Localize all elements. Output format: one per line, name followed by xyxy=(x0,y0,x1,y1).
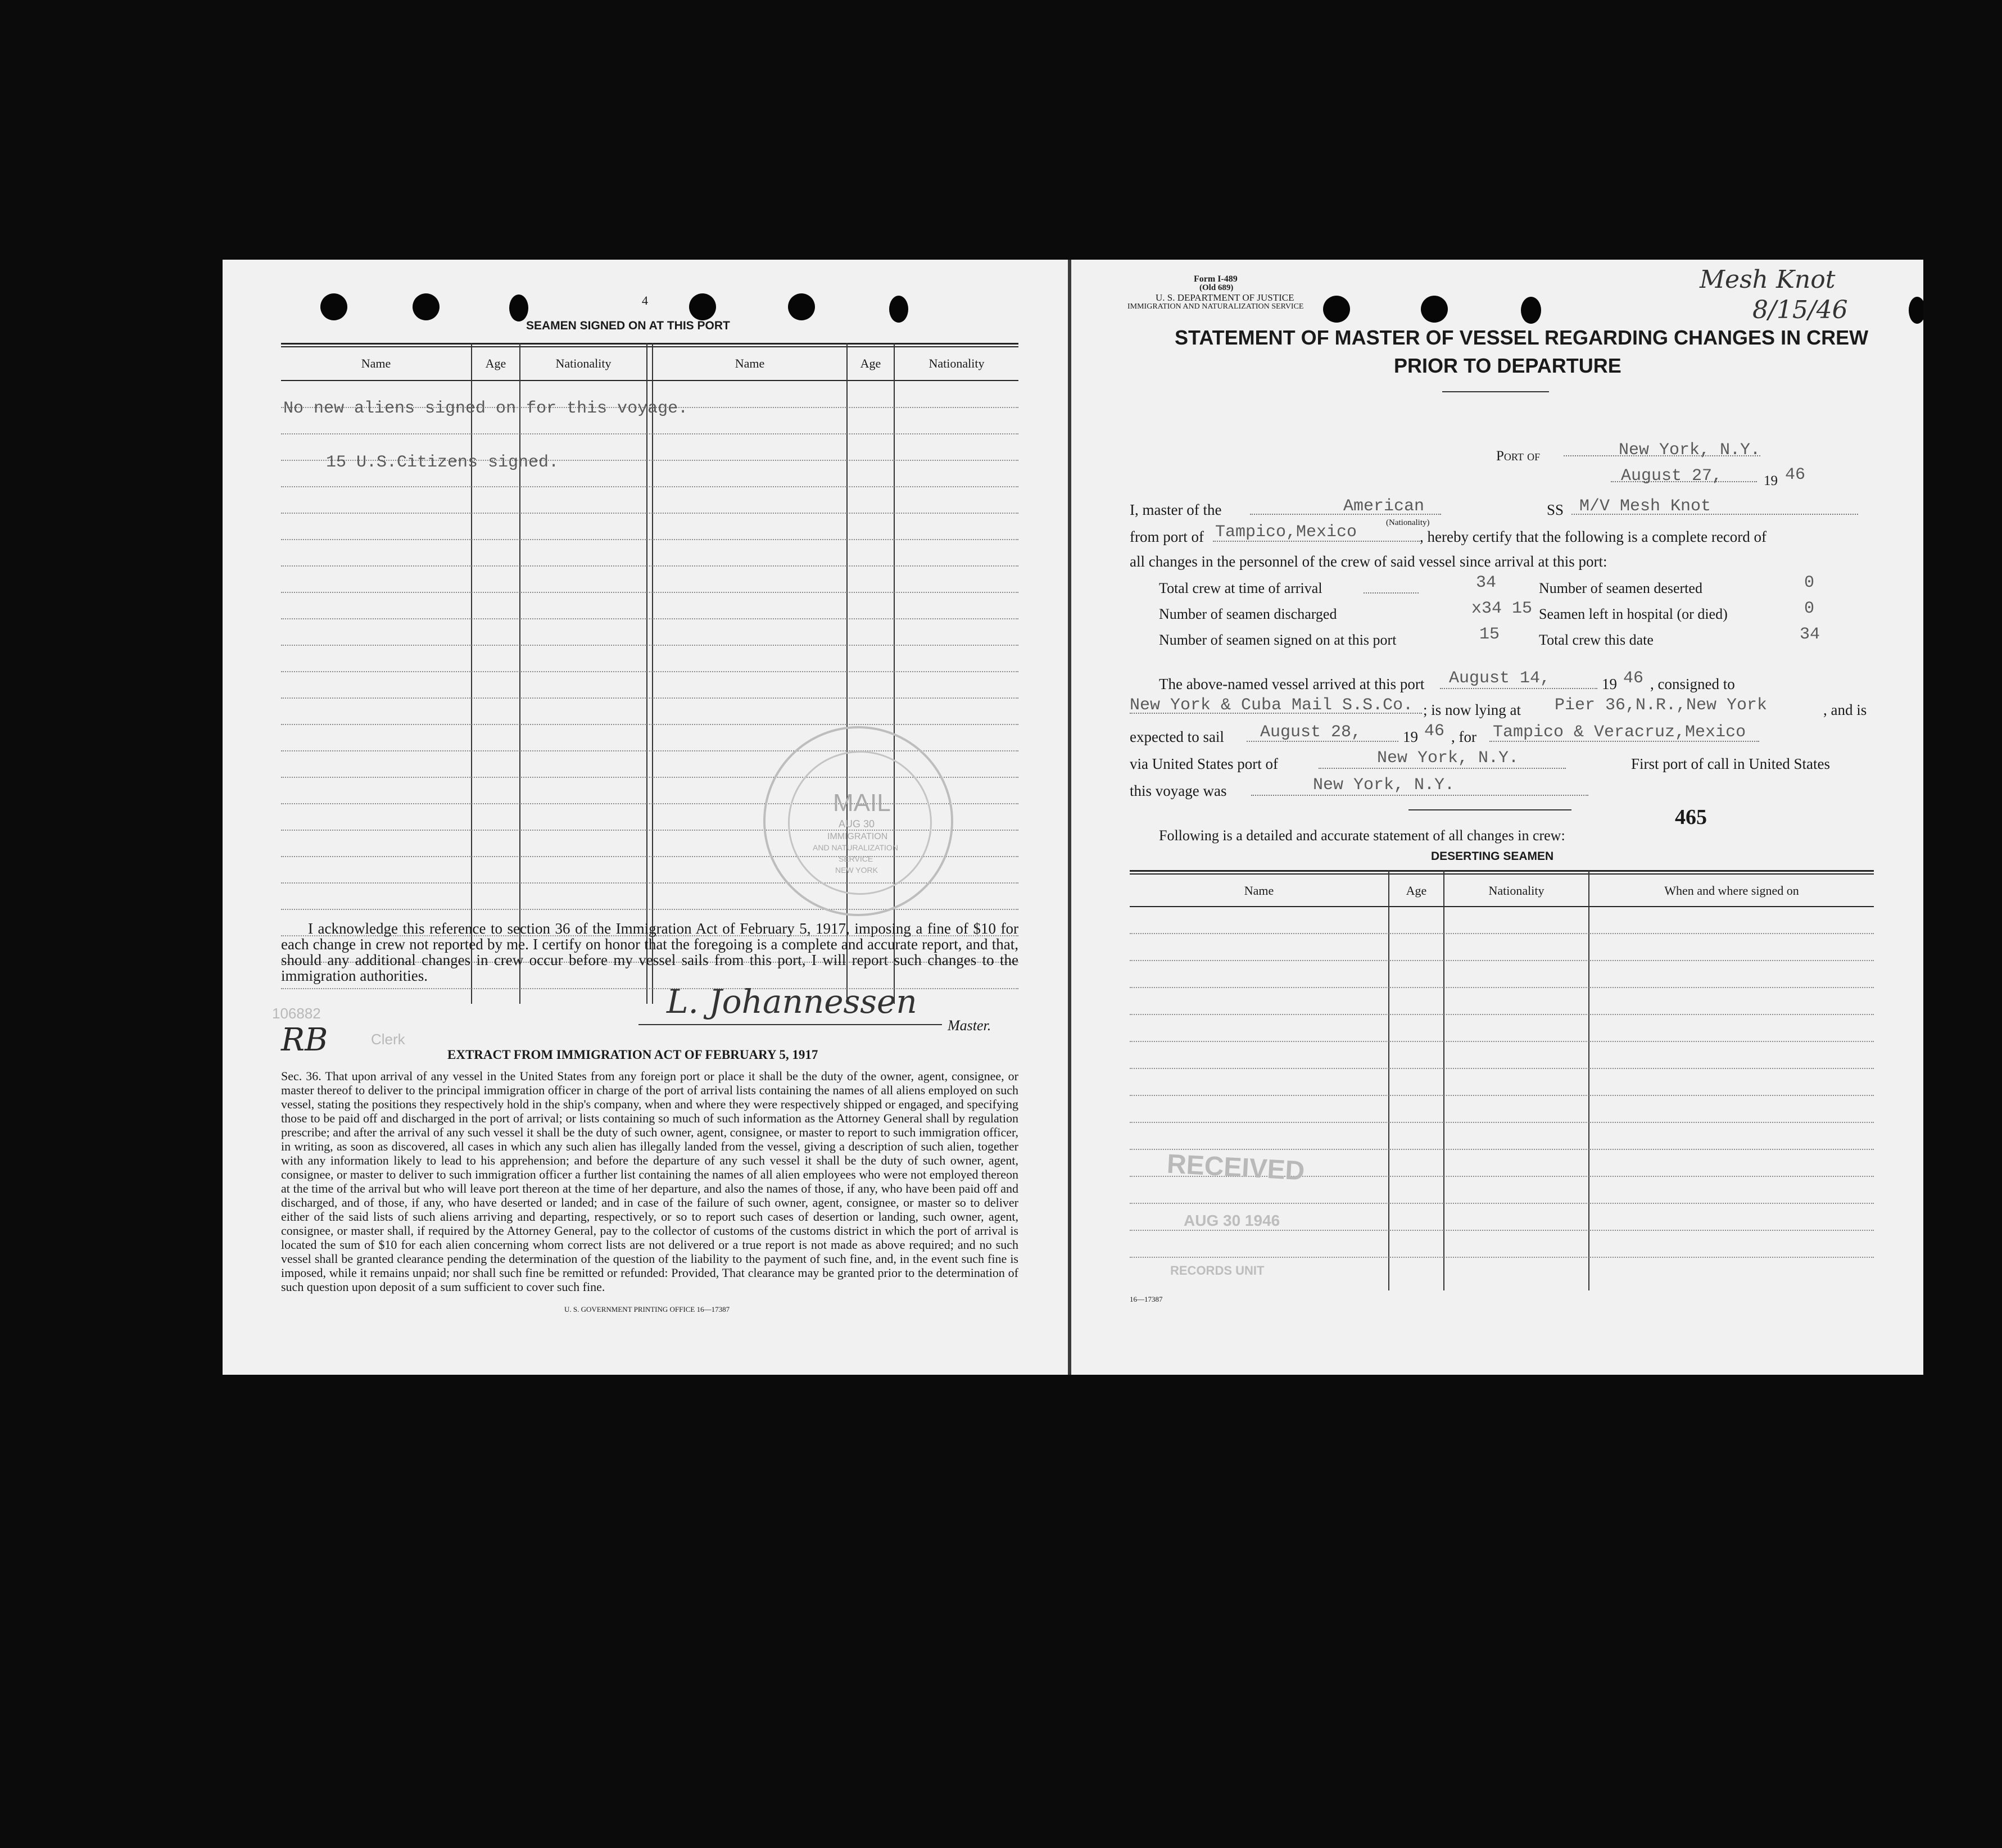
seamen-signed-heading: SEAMEN SIGNED ON AT THIS PORT xyxy=(526,319,730,332)
column-header: Name xyxy=(735,356,765,370)
table-row xyxy=(1130,1203,1874,1204)
deserting-seamen-heading: DESERTING SEAMEN xyxy=(1431,850,1554,863)
vessel-prefix: SS xyxy=(1547,501,1564,518)
table-row xyxy=(281,565,1018,567)
first-port-label: First port of call in United States xyxy=(1631,755,1830,772)
arrival-year: 46 xyxy=(1623,669,1644,688)
consigned-to-label: , consigned to xyxy=(1650,676,1735,692)
via-label: via United States port of xyxy=(1130,755,1278,772)
printer-line: U. S. GOVERNMENT PRINTING OFFICE 16—17387 xyxy=(564,1305,730,1313)
hospital-label: Seamen left in hospital (or died) xyxy=(1539,606,1728,622)
total-departure-value: 34 xyxy=(1800,625,1820,644)
table-row xyxy=(281,433,1018,434)
department: U. S. DEPARTMENT OF JUSTICE xyxy=(1156,292,1294,303)
column-header: Age xyxy=(860,356,881,370)
consignee: New York & Cuba Mail S.S.Co. xyxy=(1130,696,1414,715)
table-row xyxy=(1130,1041,1874,1042)
handwritten-vessel-note: Mesh Knot xyxy=(1700,265,1836,294)
table-row xyxy=(1130,1095,1874,1096)
arrival-text: The above-named vessel arrived at this port xyxy=(1159,676,1425,692)
punch-hole xyxy=(1323,296,1350,323)
extract-title: EXTRACT FROM IMMIGRATION ACT OF FEBRUARY 5, 1917 xyxy=(447,1048,818,1062)
title-underline xyxy=(1442,391,1549,392)
discharged-value: x34 15 xyxy=(1471,599,1533,618)
total-arrival-value: 34 xyxy=(1476,573,1497,592)
from-port-label: from port of xyxy=(1130,528,1204,545)
punch-hole xyxy=(1521,297,1541,324)
form-number: Form I-489 xyxy=(1194,274,1238,284)
form-title-line1: STATEMENT OF MASTER OF VESSEL REGARDING CHANGES IN CREW xyxy=(1175,326,1869,349)
entry-citizens-signed: 15 U.S.Citizens signed. xyxy=(326,453,559,472)
total-arrival-label: Total crew at time of arrival xyxy=(1159,580,1322,596)
clerk-number: 106882 xyxy=(272,1005,321,1022)
signed-on-value: 15 xyxy=(1479,625,1500,644)
year-prefix: 19 xyxy=(1764,473,1778,488)
discharged-label: Number of seamen discharged xyxy=(1159,606,1337,622)
master-signature: L. Johannessen xyxy=(667,982,917,1021)
page-number: 4 xyxy=(642,293,648,307)
clerk-initials: RB xyxy=(281,1022,328,1058)
column-header: Name xyxy=(1244,884,1274,898)
table-row xyxy=(1130,1149,1874,1150)
lying-at-label: ; is now lying at xyxy=(1423,701,1521,718)
for-label: , for xyxy=(1451,728,1476,745)
nationality-caption: (Nationality) xyxy=(1386,518,1430,527)
punch-hole xyxy=(788,293,815,320)
handwritten-date-note: 8/15/46 xyxy=(1752,296,1848,324)
port-label: Port of xyxy=(1496,449,1541,464)
punch-hole xyxy=(509,295,528,321)
port-value: New York, N.Y. xyxy=(1619,441,1761,460)
column-header: When and where signed on xyxy=(1664,884,1799,898)
table-row xyxy=(281,671,1018,672)
table-row xyxy=(281,909,1018,910)
signature-line xyxy=(638,1024,942,1025)
service: IMMIGRATION AND NATURALIZATION SERVICE xyxy=(1127,302,1304,311)
received-stamp: RECEIVED xyxy=(1166,1149,1306,1186)
entry-no-new-aliens: No new aliens signed on for this voyage. xyxy=(283,399,689,418)
deserted-label: Number of seamen deserted xyxy=(1539,580,1702,596)
table-row xyxy=(1130,1068,1874,1069)
column-header: Age xyxy=(1406,884,1427,898)
table-row xyxy=(1130,987,1874,988)
received-date-stamp: AUG 30 1946 xyxy=(1184,1212,1280,1229)
master-label: Master. xyxy=(948,1017,991,1034)
column-header: Nationality xyxy=(555,356,612,370)
table-row xyxy=(281,513,1018,514)
extract-body: Sec. 36. That upon arrival of any vessel in the United States from any foreign port or place it shall be the duty of the owner, agent, consignee, or master thereof to deliver to the principal immigration officer in charge of the port of arrival lists containing the names of all aliens employed on such vessel, stating the positions they respectively hold in the ship's company, when and where they were respectively shipped or engaged, and specifying those to be paid off and discharged in the port of arrival; or lists containing so much of such information as the Attorney General shall by regulation prescribe; and after the arrival of any such vessel it shall be the duty of such owner, agent, consignee, or master to report to such immigration officer, in writing, as soon as discovered, all cases in which any such alien has illegally landed from the vessel, giving a description of such alien, together with any information likely to lead to his apprehension; and before the departure of any such vessel it shall be the duty of such owner, agent, consignee, or master to deliver to such immigration officer a further list containing the names of all alien employees who were not employed thereon at the time of the arrival but who will leave port thereon at the time of her departure, and also the names of those, if any, who have been paid off and discharged, and of those, if any, who have deserted or landed; and in case of the failure of such owner, agent, consignee, or master so to deliver either of the said lists of such aliens arriving and departing, respectively, or so to report such cases of desertion or landing, such owner, agent, consignee, or master shall, if required by the Attorney General, pay to the collector of customs of the customs district in which the port of arrival is located the sum of $10 for each alien concerning whom correct lists are not delivered or a true report is not made as above required; and no such vessel shall be granted clearance pending the determination of the question of the liability to the payment of such fine, and, in the event such fine is imposed, while it remains unpaid; nor shall such fine be remitted or refunded: Provided, That clearance may be granted prior to the determination of such question upon deposit of a sum sufficient to cover such fine. xyxy=(281,1069,1018,1294)
nationality-value: American xyxy=(1343,497,1425,516)
following-text: Following is a detailed and accurate statement of all changes in crew: xyxy=(1159,827,1565,844)
form-old-number: (Old 689) xyxy=(1199,283,1234,292)
expected-date: August 28, xyxy=(1260,723,1362,742)
table-row xyxy=(1130,933,1874,934)
mail-received-stamp: MAIL AUG 30 IMMIGRATION AND NATURALIZATION SERVICE NEW YORK xyxy=(763,726,953,916)
table-row xyxy=(281,724,1018,725)
table-row xyxy=(281,618,1018,619)
from-port-value: Tampico,Mexico xyxy=(1215,523,1357,542)
left-page xyxy=(223,260,1068,1375)
table-row xyxy=(1130,960,1874,961)
lying-at-value: Pier 36,N.R.,New York xyxy=(1555,696,1768,715)
destination: Tampico & Veracruz,Mexico xyxy=(1493,723,1746,742)
printer-line: 16—17387 xyxy=(1130,1295,1163,1303)
arrival-date: August 14, xyxy=(1449,669,1551,688)
table-row xyxy=(281,697,1018,699)
expected-label: expected to sail xyxy=(1130,728,1224,745)
column-header: Age xyxy=(485,356,506,370)
total-departure-label: Total crew this date xyxy=(1539,632,1654,648)
this-voyage-label: this voyage was xyxy=(1130,782,1227,799)
column-header: Nationality xyxy=(1488,884,1544,898)
acknowledgement-text: I acknowledge this reference to section 36 of the Immigration Act of February 5, 1917, imposing a fine of $10 for each change in crew not reported by me. I certify on honor that the foregoing is a complete and accurate report, and that, should any additional changes in crew occur before my vessel sails from this port, I will report such changes to the immigration authorities. xyxy=(281,920,1018,984)
punch-hole xyxy=(320,293,347,320)
signed-on-label: Number of seamen signed on at this port xyxy=(1159,632,1397,648)
vessel-name: M/V Mesh Knot xyxy=(1579,497,1711,516)
table-row xyxy=(1130,1230,1874,1231)
expected-year: 46 xyxy=(1424,722,1445,741)
certify-text: , hereby certify that the following is a complete record of xyxy=(1420,528,1767,545)
column-header: Nationality xyxy=(928,356,985,370)
table-row xyxy=(281,645,1018,646)
table-row xyxy=(1130,1257,1874,1258)
punch-hole xyxy=(889,296,908,323)
form-title-line2: PRIOR TO DEPARTURE xyxy=(1394,354,1621,377)
clerk-label: Clerk xyxy=(371,1031,405,1048)
punch-hole xyxy=(689,293,716,320)
table-row xyxy=(1130,1122,1874,1123)
punch-hole xyxy=(1909,297,1923,324)
punch-hole xyxy=(1421,296,1448,323)
all-changes-text: all changes in the personnel of the crew of said vessel since arrival at this port: xyxy=(1130,553,1607,570)
deserted-value: 0 xyxy=(1804,573,1815,592)
table-row xyxy=(281,486,1018,487)
table-row xyxy=(1130,1014,1874,1015)
master-of-label: I, master of the xyxy=(1130,501,1222,518)
records-unit-stamp: RECORDS UNIT xyxy=(1170,1263,1265,1278)
via-value: New York, N.Y. xyxy=(1377,749,1519,768)
right-page: Form I-489 (Old 689) U. S. DEPARTMENT OF JUSTICE IMMIGRATION AND NATURALIZATION SERVICE Mesh Knot 8/15/46 STATEMENT OF MASTER OF VESSEL REGARDING CHANGES IN CREW PRIOR TO DEPARTURE Port of New York, N.Y. August 27, 19 46 I, master of the American (Nationality) SS M/V Mesh Knot from port of Tampico,Mexico , hereby certify that the following is a complete record of all changes in the personnel of the crew of said vessel since arrival at this port: Total crew at time of arrival 34 Number of seamen deserted 0 Number of seamen discharged x34 15 Seamen left in hospital (or died) 0 Number of seamen signed on at this port 15 Total crew this date 34 The above-named vessel arrived at this port August 14, 19 46 , consigned to New York & Cuba Mail S.S.Co. ; is now lying at Pier 36,N.R.,New York , and is expected to sail August 28, 19 46 , for Tampico & Veracruz,Mexico via United States port of New York, N.Y. First port of call in United States this voyage was New York, N.Y. 465 Following is a detailed and accurate statement of all changes in crew: DESERTING SEAMEN Name Age Nationality When and where signed on RECEIVED AUG 30 1946 RECORDS UNIT 16—17387 xyxy=(1071,260,1923,1375)
year-value: 46 xyxy=(1785,465,1806,484)
table-row xyxy=(281,539,1018,540)
stamp-number: 465 xyxy=(1675,805,1707,829)
table-row xyxy=(281,592,1018,593)
statement-date: August 27, xyxy=(1621,466,1723,486)
seamen-signed-table xyxy=(281,343,1018,1004)
first-port-value: New York, N.Y. xyxy=(1313,776,1455,795)
column-header: Name xyxy=(361,356,391,370)
punch-hole xyxy=(413,293,440,320)
hospital-value: 0 xyxy=(1804,599,1815,618)
